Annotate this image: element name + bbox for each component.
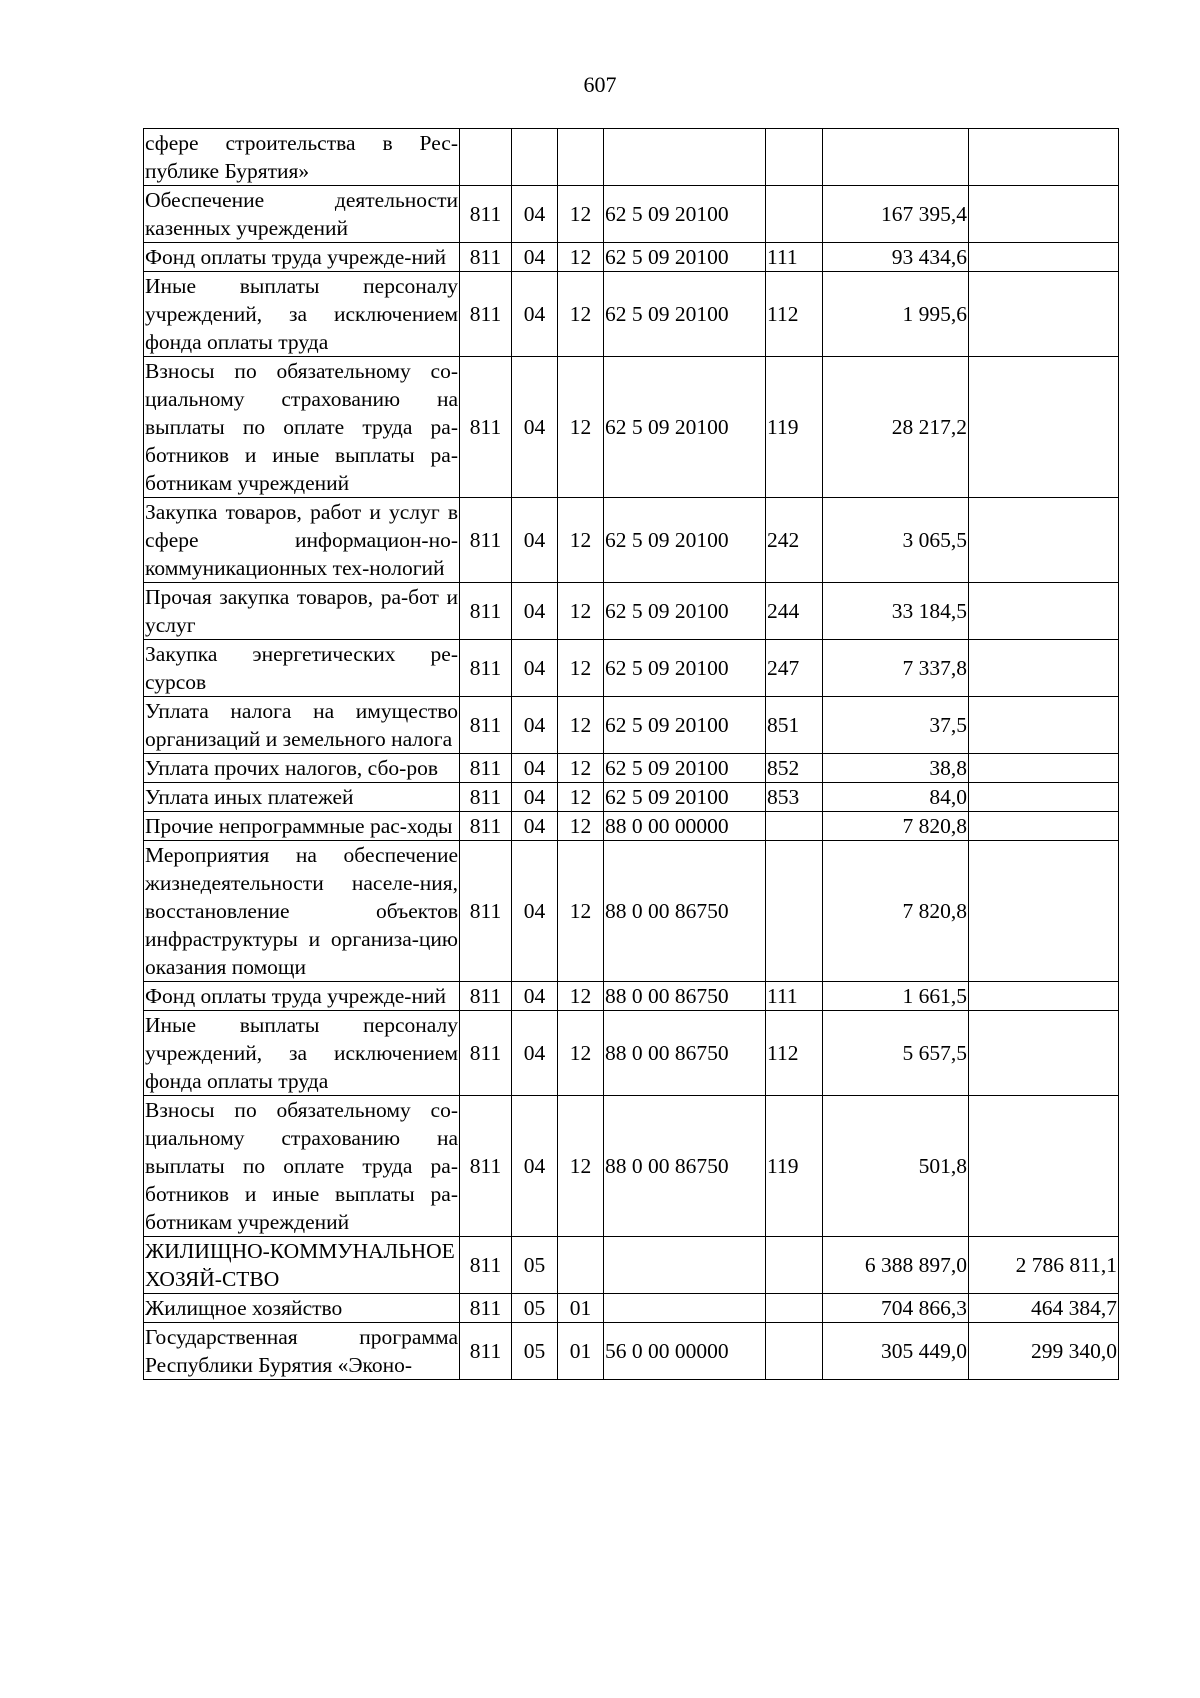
amount-secondary-cell	[969, 754, 1119, 783]
amount-secondary-cell: 464 384,7	[969, 1294, 1119, 1323]
amount-cell: 7 820,8	[823, 812, 969, 841]
expense-name-cell: Закупка товаров, работ и услуг в сфере информацион-но-коммуникационных тех-нологий	[144, 498, 460, 583]
target-article-cell: 88 0 00 86750	[604, 982, 766, 1011]
expense-type-cell	[766, 186, 823, 243]
target-article-cell: 62 5 09 20100	[604, 186, 766, 243]
target-article-cell	[604, 129, 766, 186]
amount-secondary-cell	[969, 640, 1119, 697]
section-code-cell: 05	[512, 1237, 558, 1294]
amount-cell	[823, 129, 969, 186]
subsection-code-cell: 12	[558, 783, 604, 812]
amount-secondary-cell	[969, 357, 1119, 498]
table-row	[144, 1237, 1119, 1294]
target-article-cell: 88 0 00 00000	[604, 812, 766, 841]
section-code-cell: 04	[512, 243, 558, 272]
target-article-cell: 62 5 09 20100	[604, 583, 766, 640]
expense-name-cell: Государственная программа Республики Бурятия «Эконо-	[144, 1323, 460, 1380]
table-row	[144, 498, 1119, 583]
amount-cell: 3 065,5	[823, 498, 969, 583]
amount-secondary-cell	[969, 498, 1119, 583]
target-article-cell: 88 0 00 86750	[604, 841, 766, 982]
amount-secondary-cell	[969, 272, 1119, 357]
section-code-cell: 04	[512, 1011, 558, 1096]
amount-cell: 93 434,6	[823, 243, 969, 272]
subsection-code-cell: 12	[558, 812, 604, 841]
subsection-code-cell: 12	[558, 243, 604, 272]
section-code-cell: 04	[512, 783, 558, 812]
target-article-cell: 62 5 09 20100	[604, 697, 766, 754]
target-article-cell: 88 0 00 86750	[604, 1096, 766, 1237]
expense-type-cell: 112	[766, 1011, 823, 1096]
expense-type-cell: 111	[766, 243, 823, 272]
expense-type-cell: 111	[766, 982, 823, 1011]
subsection-code-cell: 12	[558, 697, 604, 754]
expense-name-cell: Взносы по обязательному со-циальному страхованию на выплаты по оплате труда ра-ботников и иные выплаты ра-ботникам учреждений	[144, 1096, 460, 1237]
expense-name-cell: Мероприятия на обеспечение жизнедеятельности населе-ния, восстановление объектов инфраструктуры и организа-цию оказания помощи	[144, 841, 460, 982]
target-article-cell: 56 0 00 00000	[604, 1323, 766, 1380]
target-article-cell: 62 5 09 20100	[604, 272, 766, 357]
expense-name-cell: Взносы по обязательному со-циальному страхованию на выплаты по оплате труда ра-ботников и иные выплаты ра-ботникам учреждений	[144, 357, 460, 498]
table-row	[144, 357, 1119, 498]
page-number: 607	[583, 72, 617, 97]
subsection-code-cell: 12	[558, 583, 604, 640]
amount-secondary-cell	[969, 812, 1119, 841]
expense-name-cell: Прочие непрограммные рас-ходы	[144, 812, 460, 841]
table-row	[144, 1294, 1119, 1323]
subsection-code-cell: 01	[558, 1294, 604, 1323]
target-article-cell	[604, 1237, 766, 1294]
expense-type-cell	[766, 1323, 823, 1380]
subsection-code-cell: 12	[558, 272, 604, 357]
target-article-cell: 88 0 00 86750	[604, 1011, 766, 1096]
subsection-code-cell: 12	[558, 841, 604, 982]
grbs-code-cell: 811	[460, 982, 512, 1011]
grbs-code-cell: 811	[460, 640, 512, 697]
section-code-cell: 04	[512, 982, 558, 1011]
expense-name-cell: Уплата налога на имущество организаций и земельного налога	[144, 697, 460, 754]
expense-type-cell	[766, 812, 823, 841]
expense-name-cell: ЖИЛИЩНО-КОММУНАЛЬНОЕ ХОЗЯЙ-СТВО	[144, 1237, 460, 1294]
expense-type-cell	[766, 1237, 823, 1294]
amount-secondary-cell	[969, 583, 1119, 640]
grbs-code-cell: 811	[460, 841, 512, 982]
table-row	[144, 272, 1119, 357]
subsection-code-cell: 12	[558, 982, 604, 1011]
table-row	[144, 129, 1119, 186]
table-row	[144, 640, 1119, 697]
subsection-code-cell: 12	[558, 1011, 604, 1096]
expense-name-cell: Фонд оплаты труда учрежде-ний	[144, 243, 460, 272]
expense-type-cell	[766, 841, 823, 982]
subsection-code-cell	[558, 1237, 604, 1294]
table-row	[144, 697, 1119, 754]
amount-cell: 37,5	[823, 697, 969, 754]
section-code-cell: 04	[512, 272, 558, 357]
table-row	[144, 1096, 1119, 1237]
expense-name-cell: Фонд оплаты труда учрежде-ний	[144, 982, 460, 1011]
grbs-code-cell: 811	[460, 1323, 512, 1380]
grbs-code-cell	[460, 129, 512, 186]
amount-secondary-cell	[969, 697, 1119, 754]
expense-type-cell: 852	[766, 754, 823, 783]
expense-name-cell: Иные выплаты персоналу учреждений, за исключением фонда оплаты труда	[144, 272, 460, 357]
expense-type-cell: 242	[766, 498, 823, 583]
expense-name-cell: Обеспечение деятельности казенных учреждений	[144, 186, 460, 243]
grbs-code-cell: 811	[460, 357, 512, 498]
expense-type-cell	[766, 129, 823, 186]
budget-table	[143, 128, 1119, 1380]
amount-cell: 1 995,6	[823, 272, 969, 357]
section-code-cell: 04	[512, 186, 558, 243]
target-article-cell: 62 5 09 20100	[604, 498, 766, 583]
subsection-code-cell: 12	[558, 754, 604, 783]
section-code-cell: 04	[512, 1096, 558, 1237]
subsection-code-cell: 12	[558, 498, 604, 583]
amount-secondary-cell	[969, 783, 1119, 812]
amount-cell: 1 661,5	[823, 982, 969, 1011]
amount-secondary-cell	[969, 1011, 1119, 1096]
expense-name-cell: Прочая закупка товаров, ра-бот и услуг	[144, 583, 460, 640]
expense-name-cell: Закупка энергетических ре-сурсов	[144, 640, 460, 697]
grbs-code-cell: 811	[460, 754, 512, 783]
target-article-cell	[604, 1294, 766, 1323]
amount-cell: 704 866,3	[823, 1294, 969, 1323]
table-row	[144, 583, 1119, 640]
amount-secondary-cell	[969, 243, 1119, 272]
section-code-cell: 04	[512, 812, 558, 841]
section-code-cell	[512, 129, 558, 186]
grbs-code-cell: 811	[460, 243, 512, 272]
amount-cell: 167 395,4	[823, 186, 969, 243]
amount-cell: 305 449,0	[823, 1323, 969, 1380]
expense-type-cell: 851	[766, 697, 823, 754]
section-code-cell: 04	[512, 583, 558, 640]
section-code-cell: 04	[512, 640, 558, 697]
target-article-cell: 62 5 09 20100	[604, 243, 766, 272]
table-row	[144, 982, 1119, 1011]
grbs-code-cell: 811	[460, 498, 512, 583]
target-article-cell: 62 5 09 20100	[604, 640, 766, 697]
target-article-cell: 62 5 09 20100	[604, 783, 766, 812]
section-code-cell: 05	[512, 1323, 558, 1380]
expense-type-cell: 119	[766, 1096, 823, 1237]
expense-name-cell: Уплата иных платежей	[144, 783, 460, 812]
amount-cell: 5 657,5	[823, 1011, 969, 1096]
subsection-code-cell	[558, 129, 604, 186]
amount-secondary-cell	[969, 186, 1119, 243]
amount-cell: 7 820,8	[823, 841, 969, 982]
grbs-code-cell: 811	[460, 1294, 512, 1323]
subsection-code-cell: 12	[558, 357, 604, 498]
grbs-code-cell: 811	[460, 1096, 512, 1237]
section-code-cell: 04	[512, 498, 558, 583]
amount-secondary-cell: 299 340,0	[969, 1323, 1119, 1380]
expense-name-cell: сфере строительства в Рес-публике Бурятия»	[144, 129, 460, 186]
subsection-code-cell: 01	[558, 1323, 604, 1380]
subsection-code-cell: 12	[558, 640, 604, 697]
amount-secondary-cell	[969, 982, 1119, 1011]
expense-type-cell: 119	[766, 357, 823, 498]
section-code-cell: 04	[512, 841, 558, 982]
table-row	[144, 783, 1119, 812]
amount-secondary-cell	[969, 841, 1119, 982]
table-row	[144, 1323, 1119, 1380]
section-code-cell: 04	[512, 697, 558, 754]
amount-secondary-cell: 2 786 811,1	[969, 1237, 1119, 1294]
grbs-code-cell: 811	[460, 697, 512, 754]
grbs-code-cell: 811	[460, 186, 512, 243]
subsection-code-cell: 12	[558, 186, 604, 243]
expense-name-cell: Жилищное хозяйство	[144, 1294, 460, 1323]
amount-secondary-cell	[969, 1096, 1119, 1237]
grbs-code-cell: 811	[460, 583, 512, 640]
expense-name-cell: Уплата прочих налогов, сбо-ров	[144, 754, 460, 783]
grbs-code-cell: 811	[460, 1011, 512, 1096]
grbs-code-cell: 811	[460, 272, 512, 357]
section-code-cell: 05	[512, 1294, 558, 1323]
expense-type-cell: 247	[766, 640, 823, 697]
expense-type-cell	[766, 1294, 823, 1323]
table-row	[144, 754, 1119, 783]
amount-cell: 7 337,8	[823, 640, 969, 697]
target-article-cell: 62 5 09 20100	[604, 754, 766, 783]
amount-cell: 6 388 897,0	[823, 1237, 969, 1294]
table-row	[144, 243, 1119, 272]
amount-cell: 38,8	[823, 754, 969, 783]
amount-secondary-cell	[969, 129, 1119, 186]
grbs-code-cell: 811	[460, 783, 512, 812]
table-row	[144, 812, 1119, 841]
subsection-code-cell: 12	[558, 1096, 604, 1237]
expense-type-cell: 112	[766, 272, 823, 357]
expense-name-cell: Иные выплаты персоналу учреждений, за исключением фонда оплаты труда	[144, 1011, 460, 1096]
amount-cell: 84,0	[823, 783, 969, 812]
table-row	[144, 1011, 1119, 1096]
grbs-code-cell: 811	[460, 812, 512, 841]
table-row	[144, 186, 1119, 243]
expense-type-cell: 244	[766, 583, 823, 640]
amount-cell: 501,8	[823, 1096, 969, 1237]
section-code-cell: 04	[512, 754, 558, 783]
amount-cell: 33 184,5	[823, 583, 969, 640]
target-article-cell: 62 5 09 20100	[604, 357, 766, 498]
table-body	[144, 129, 1119, 1380]
amount-cell: 28 217,2	[823, 357, 969, 498]
section-code-cell: 04	[512, 357, 558, 498]
grbs-code-cell: 811	[460, 1237, 512, 1294]
table-row	[144, 841, 1119, 982]
expense-type-cell: 853	[766, 783, 823, 812]
